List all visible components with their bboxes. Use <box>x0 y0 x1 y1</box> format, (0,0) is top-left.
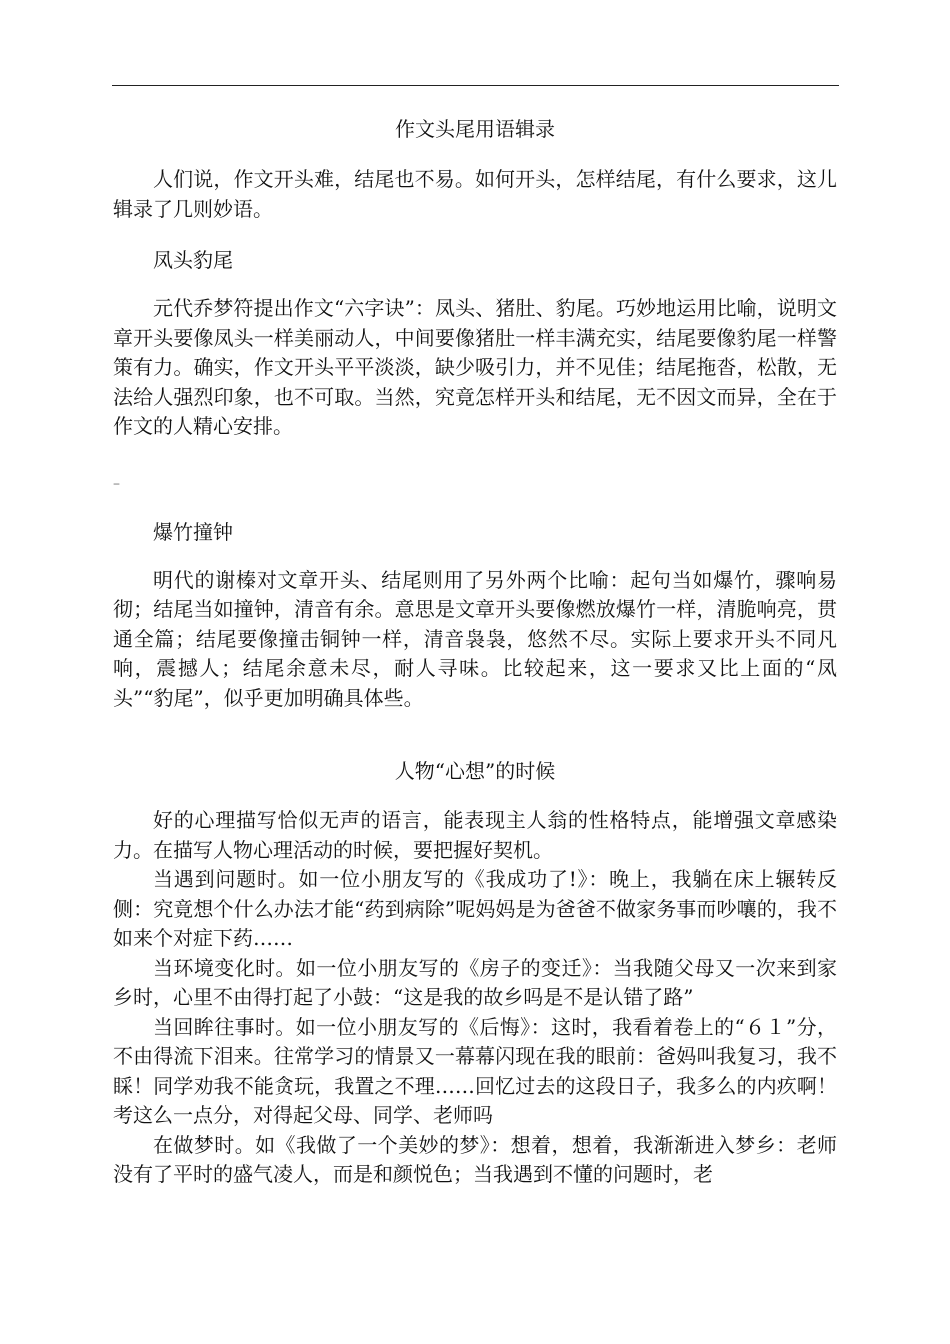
document-title: 作文头尾用语辑录 <box>395 117 555 141</box>
paragraph-huanjing-bianhua: 当环境变化时。如一位小朋友写的《房子的变迁》：当我随父母又一次来到家乡时，心里不由得打起了小鼓：“这是我的故乡吗是不是认错了路” <box>113 955 837 1009</box>
paragraph-fengtou-baowei: 元代乔梦符提出作文“六字诀”：凤头、猪肚、豹尾。巧妙地运用比喻，说明文章开头要像凤头一样美丽动人，中间要像猪肚一样丰满充实，结尾要像豹尾一样警策有力。确实，作文开头平平淡淡，缺少吸引力，并不见佳；结尾拖沓，松散，无法给人强烈印象，也不可取。当然，究竟怎样开头和结尾，无不因文而异，全在于作文的人精心安排。 <box>113 296 837 438</box>
paragraph-baozhu-zhuangzhong: 明代的谢榛对文章开头、结尾则用了另外两个比喻：起句当如爆竹，骤响易彻；结尾当如撞钟，清音有余。意思是文章开头要像燃放爆竹一样，清脆响亮，贯通全篇；结尾要像撞击铜钟一样，清音袅袅，悠然不尽。实际上要求开头不同凡响，震撼人；结尾余意未尽，耐人寻味。比较起来，这一要求又比上面的“凤头”“豹尾”，似乎更加明确具体些。 <box>113 567 837 710</box>
paragraph-zuomeng: 在做梦时。如《我做了一个美妙的梦》：想着，想着，我渐渐进入梦乡：老师没有了平时的盛气凌人，而是和颜悦色；当我遇到不懂的问题时，老 <box>113 1132 837 1186</box>
document-page <box>113 114 837 1190</box>
paragraph-xinli-miaoxie: 好的心理描写恰似无声的语言，能表现主人翁的性格特点，能增强文章感染力。在描写人物心理活动的时候，要把握好契机。 <box>113 808 837 862</box>
paragraph-yudao-wenti: 当遇到问题时。如一位小朋友写的《我成功了!》：晚上，我躺在床上辗转反侧：究竟想个什么办法才能“药到病除”呢妈妈是为爸爸不做家务事而吵嚷的，我不如来个对症下药…… <box>113 867 837 950</box>
section-title-xinxiang: 人物“心想”的时候 <box>394 759 556 783</box>
paragraph-huimou-wangshi: 当回眸往事时。如一位小朋友写的《后悔》：这时，我看着卷上的“６１”分，不由得流下泪来。往常学习的情景又一幕幕闪现在我的眼前：爸妈叫我复习，我不睬！同学劝我不能贪玩，我置之不理……回忆过去的这段日子，我多么的内疚啊！考这么一点分，对得起父母、同学、老师吗 <box>113 1014 837 1127</box>
header-rule <box>112 85 839 86</box>
intro-paragraph: 人们说，作文开头难，结尾也不易。如何开头，怎样结尾，有什么要求，这儿辑录了几则妙语。 <box>113 167 837 221</box>
stray-dash: – <box>113 475 120 492</box>
heading-fengtou-baowei: 凤头豹尾 <box>153 248 233 272</box>
heading-baozhu-zhuangzhong: 爆竹撞钟 <box>153 519 233 544</box>
